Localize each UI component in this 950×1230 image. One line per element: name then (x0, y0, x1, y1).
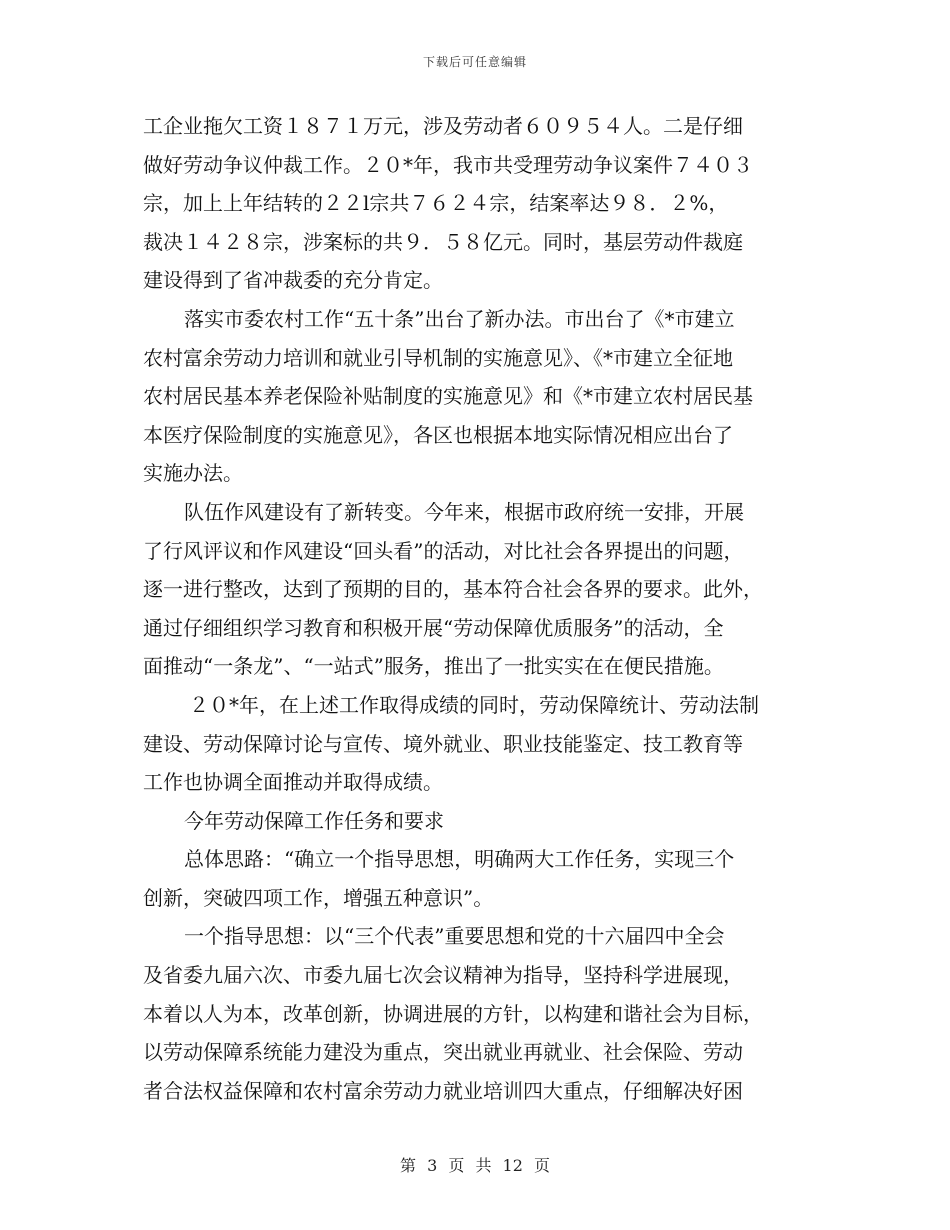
text-line: 做好劳动争议仲裁工作。２０*年，我市共受理劳动争议案件７４０３ (143, 152, 753, 177)
text-line: 者合法权益保障和农村富余劳动力就业培训四大重点，仔细解决好困 (143, 1078, 743, 1103)
text-line: 建设、劳动保障讨论与宣传、境外就业、职业技能鉴定、技工教育等 (143, 731, 743, 756)
text-line: 宗，加上上年结转的２２l宗共７６２４宗，结案率达９８．２%， (143, 191, 729, 216)
text-line: 本着以人为本，改革创新，协调进展的方针，以构建和谐社会为目标， (143, 1001, 763, 1026)
text-line: 及省委九届六次、市委九届七次会议精神为指导，坚持科学进展现， (143, 963, 743, 988)
text-line: 创新，突破四项工作，增强五种意识”。 (143, 885, 494, 910)
text-line: 本医疗保险制度的实施意见》，各区也根据本地实际情况相应出台了 (143, 422, 733, 447)
text-line: 建设得到了省冲裁委的充分肯定。 (143, 268, 443, 293)
paragraph-start-line: 落实市委农村工作“五十条”出台了新办法。市出台了《*市建立 (184, 306, 735, 331)
text-line: 通过仔细组织学习教育和积极开展“劳动保障优质服务”的活动，全 (143, 615, 724, 640)
text-line: 以劳动保障系统能力建没为重点，突出就业再就业、社会保险、劳动 (143, 1040, 743, 1065)
paragraph-start-line: ２０*年，在上述工作取得成绩的同时，劳动保障统计、劳动法制 (189, 692, 759, 717)
text-line: 实施办法。 (143, 461, 243, 486)
text-line: 农村居民基本养老保险补贴制度的实施意见》和《*市建立农村居民基 (143, 384, 753, 409)
section-heading: 今年劳动保障工作任务和要求 (184, 808, 444, 833)
text-line: 裁决１４２８宗，涉案标的共９．５８亿元。同时，基层劳动件裁庭 (143, 229, 743, 254)
text-line: 面推动“一条龙”、“一站式”服务，推出了一批实实在在便民措施。 (143, 654, 724, 679)
paragraph-start-line: 总体思路：“确立一个指导思想，明确两大工作任务，实现三个 (184, 847, 735, 872)
text-line: 工作也协调全面推动并取得成绩。 (143, 770, 443, 795)
paragraph-start-line: 一个指导思想：以“三个代表”重要思想和党的十六届四中全会 (184, 924, 725, 949)
document-body (143, 107, 811, 1110)
paragraph-start-line: 队伍作风建设有了新转变。今年来，根据市政府统一安排，开展 (184, 499, 744, 524)
text-line: 农村富余劳动力培训和就业引导机制的实施意见》、《*市建立全征地 (143, 345, 733, 370)
page-number-footer: 第 3 页 共 12 页 (400, 1156, 550, 1175)
text-line: 了行风评议和作风建设“回头看”的活动，对比社会各界提出的问题， (143, 538, 744, 563)
page-header: 下载后可任意编辑 (422, 55, 527, 69)
text-line: 逐一进行整改，达到了预期的目的，基本符合社会各界的要求。此外， (143, 577, 763, 602)
text-line: 工企业拖欠工资１８７１万元，涉及劳动者６０９５４人。二是仔细 (143, 114, 743, 138)
